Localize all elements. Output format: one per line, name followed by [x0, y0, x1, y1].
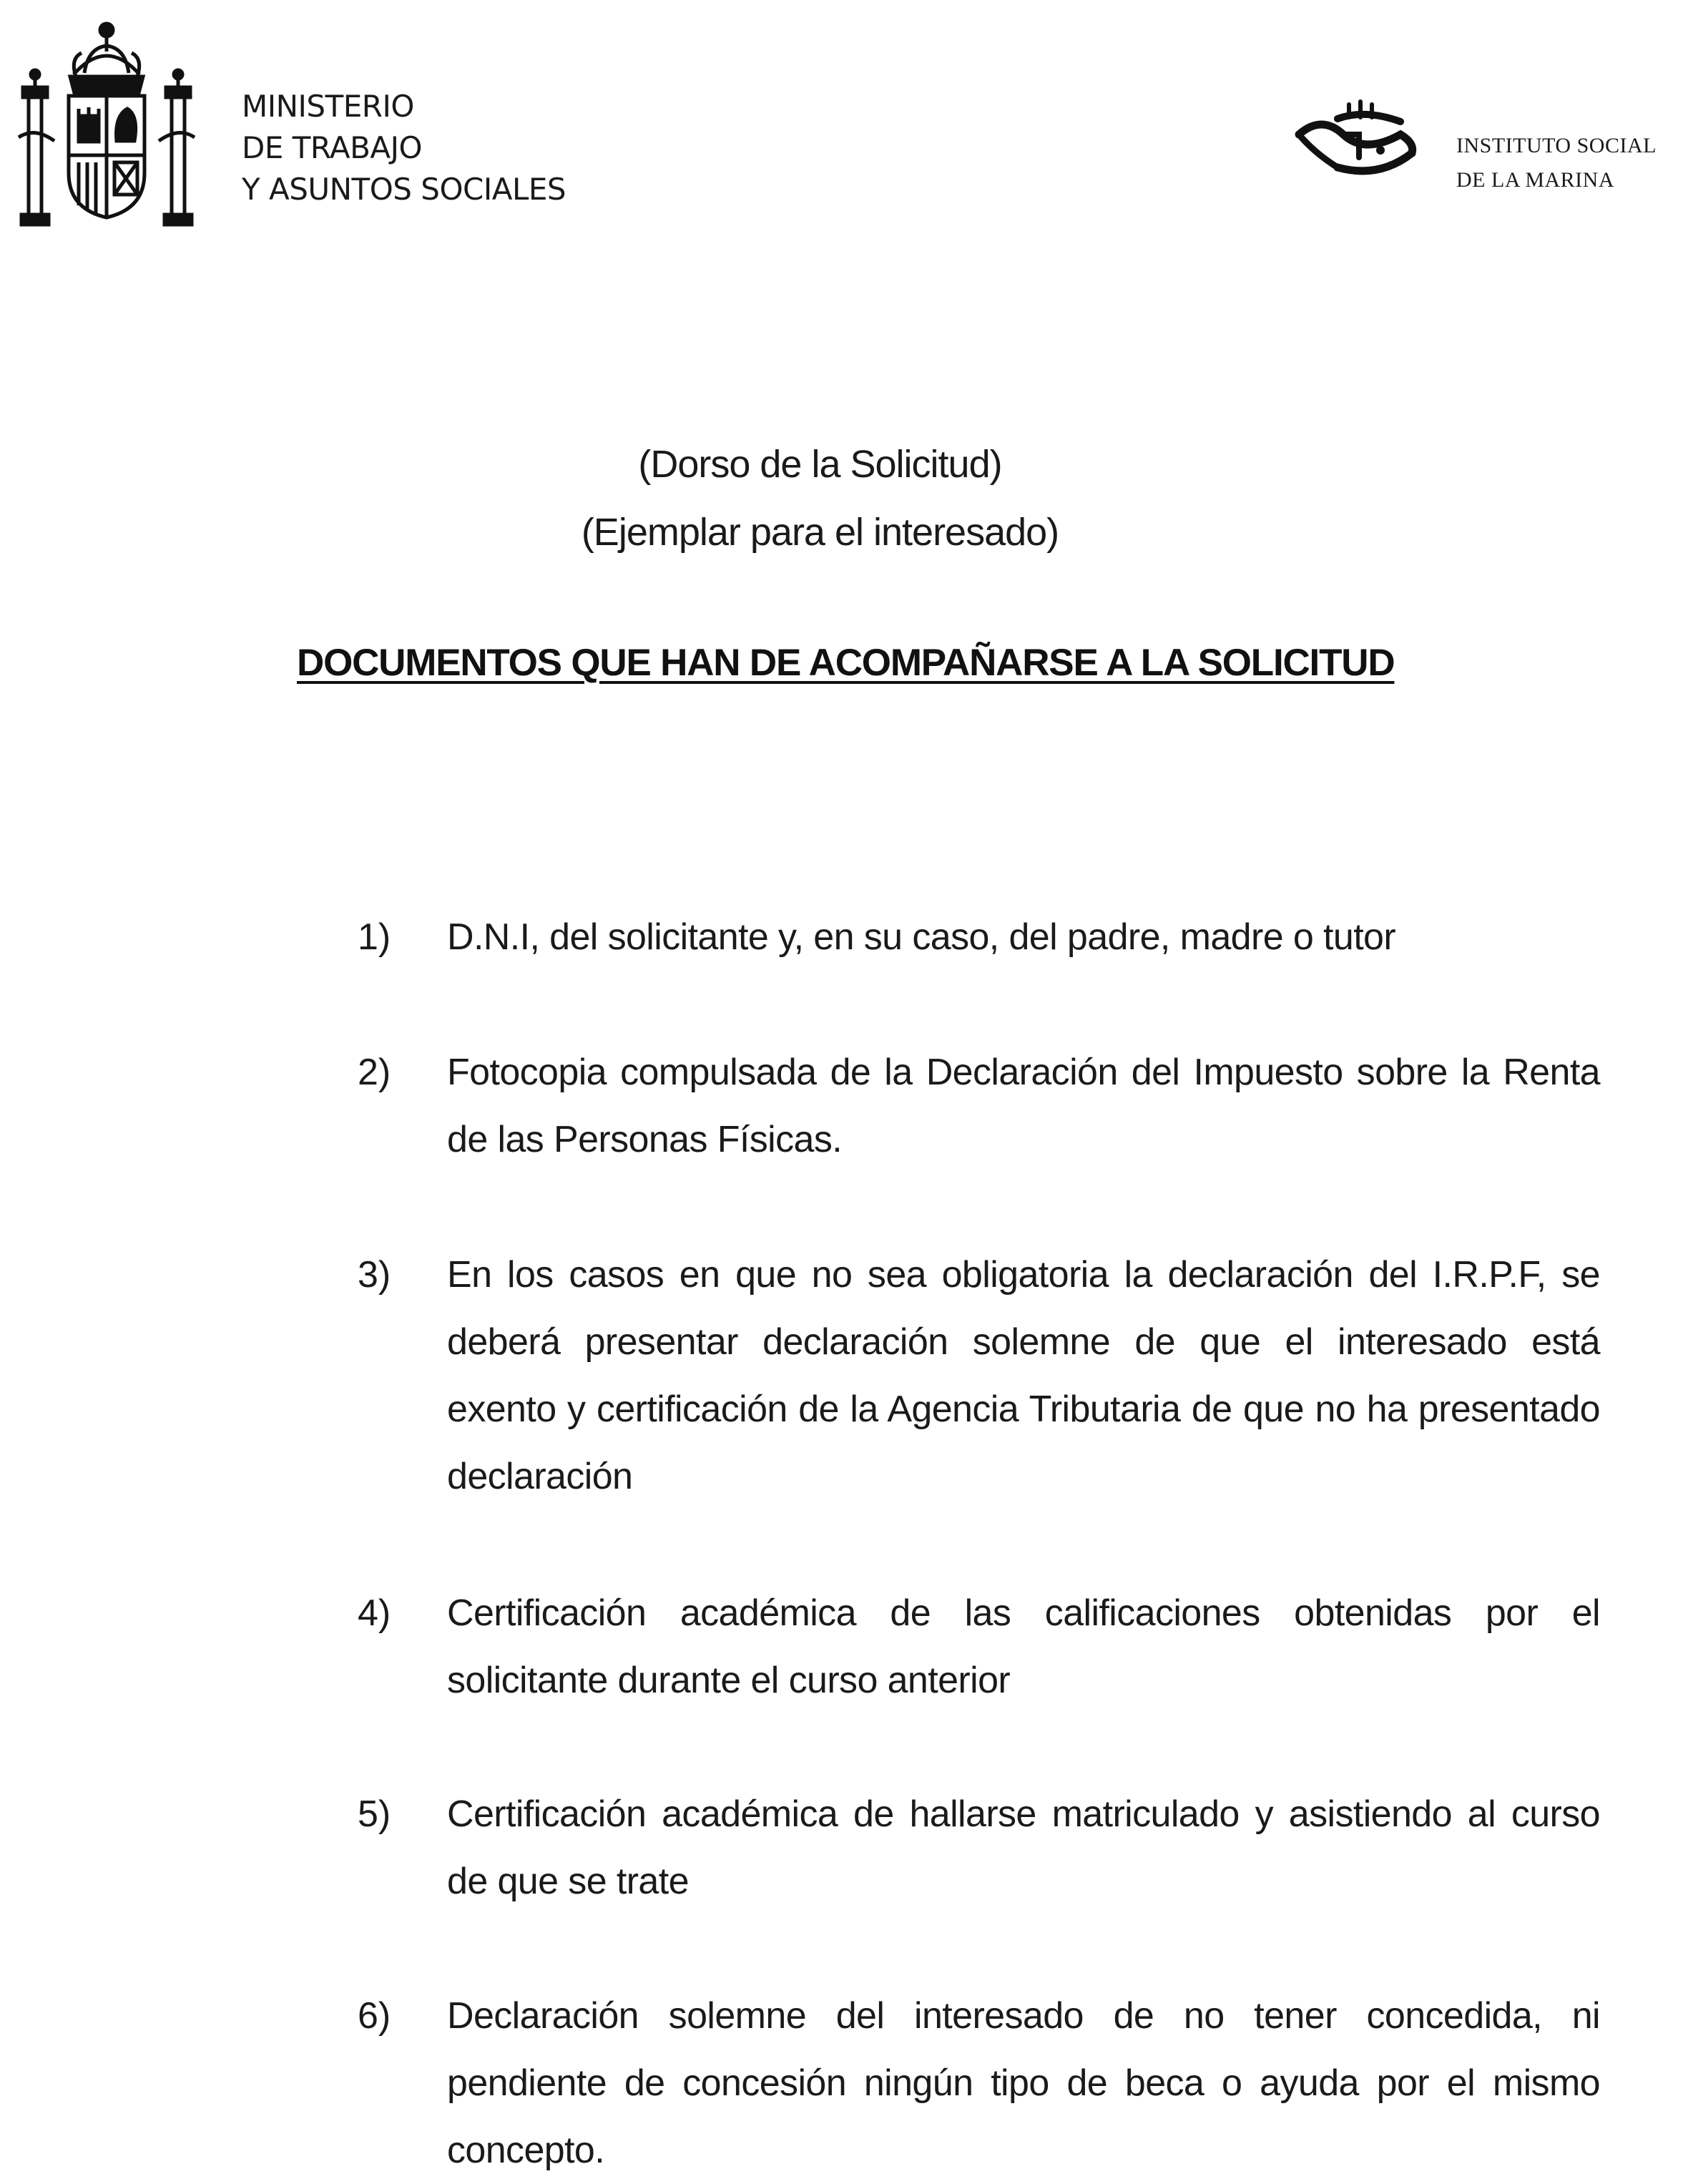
- item-text: Certificación académica de las calificaciones obtenidas por el solicitante durante el curso anterior: [447, 1592, 1600, 1701]
- item-number: 5): [358, 1793, 391, 1835]
- ism-logo-icon: [1293, 93, 1419, 183]
- item-text: En los casos en que no sea obligatoria la declaración del I.R.P.F, se deberá presentar declaración solemne de que el interesado está exento y certificación de la Agencia Tributaria de que no ha presentado declaración: [447, 1254, 1600, 1497]
- item-text: Fotocopia compulsada de la Declaración del Impuesto sobre la Renta de las Personas Físicas.: [447, 1052, 1600, 1160]
- page-title: DOCUMENTOS QUE HAN DE ACOMPAÑARSE A LA SOLICITUD: [297, 642, 1395, 684]
- item-number: 4): [358, 1592, 391, 1634]
- item-number: 6): [358, 1995, 391, 2037]
- subtitle-dorso: (Dorso de la Solicitud): [638, 443, 1002, 486]
- ministry-name: [242, 86, 566, 210]
- coat-of-arms-icon: [13, 9, 200, 230]
- institute-line-2: DE LA MARINA: [1456, 168, 1614, 192]
- item-text: Declaración solemne del interesado de no tener concedida, ni pendiente de concesión ningún tipo de beca o ayuda por el mismo concepto.: [447, 1995, 1600, 2171]
- item-text: Certificación académica de hallarse matriculado y asistiendo al curso de que se trate: [447, 1793, 1600, 1902]
- item-text: D.N.I, del solicitante y, en su caso, del padre, madre o tutor: [447, 916, 1396, 958]
- institute-line-1: INSTITUTO SOCIAL: [1456, 134, 1657, 157]
- ministry-line-2: DE TRABAJO: [242, 130, 423, 165]
- item-number: 1): [358, 916, 391, 958]
- item-number: 2): [358, 1052, 391, 1093]
- ministry-line-1: MINISTERIO: [242, 89, 414, 124]
- ministry-line-3: Y ASUNTOS SOCIALES: [242, 172, 566, 207]
- item-number: 3): [358, 1254, 391, 1296]
- subtitle-ejemplar: (Ejemplar para el interesado): [581, 511, 1059, 554]
- institute-name: [1456, 129, 1657, 197]
